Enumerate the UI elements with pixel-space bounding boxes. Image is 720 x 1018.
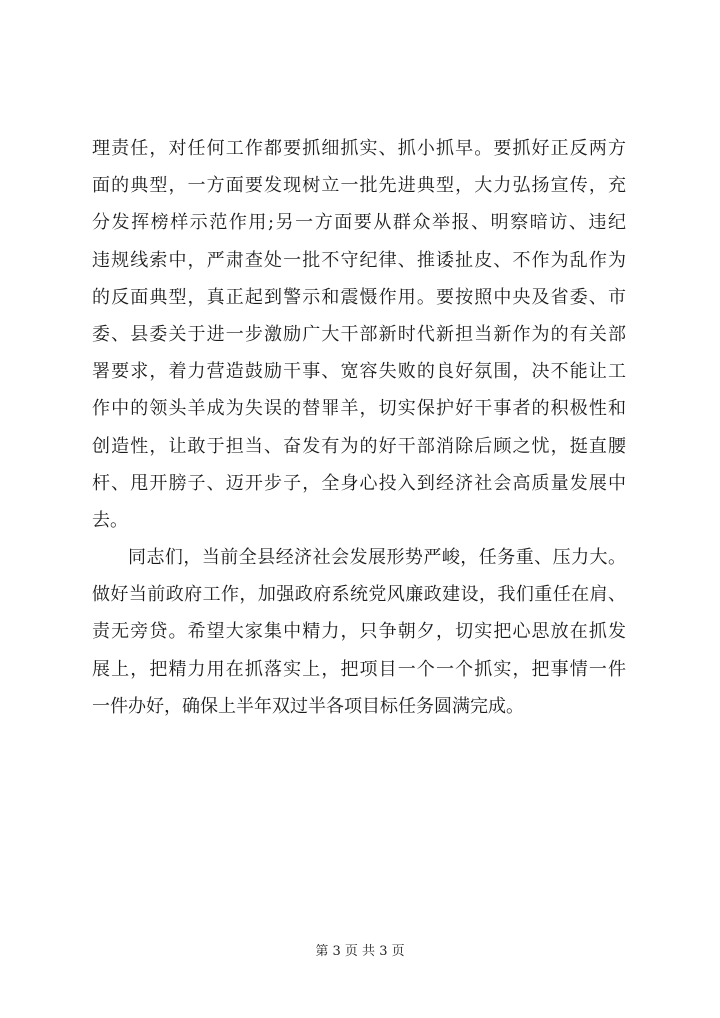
- page-number-label: 第 3 页 共 3 页: [315, 944, 405, 959]
- text-line: 杆、甩开膀子、迈开步子，全身心投入到经济社会高质量发展中: [92, 472, 626, 494]
- page-footer: [0, 940, 720, 959]
- text-line: 做好当前政府工作，加强政府系统党风廉政建设，我们重任在肩、: [92, 584, 626, 606]
- text-line: 面的典型，一方面要发现树立一批先进典型，大力弘扬宣传，充: [92, 175, 626, 197]
- paragraph-1: [92, 130, 626, 539]
- text-line: 同志们，当前全县经济社会发展形势严峻，任务重、压力大。: [128, 547, 626, 569]
- paragraph-2: [92, 539, 626, 725]
- text-line: 委、县委关于进一步激励广大干部新时代新担当新作为的有关部: [92, 323, 626, 345]
- text-line: 创造性，让敢于担当、奋发有为的好干部消除后顾之忧，挺直腰: [92, 435, 626, 457]
- text-line: 作中的领头羊成为失误的替罪羊，切实保护好干事者的积极性和: [92, 398, 626, 420]
- text-line: 署要求，着力营造鼓励干事、宽容失败的良好氛围，决不能让工: [92, 361, 626, 383]
- text-line: 去。: [92, 509, 128, 531]
- text-line: 违规线索中，严肃查处一批不守纪律、推诿扯皮、不作为乱作为: [92, 249, 626, 271]
- text-line: 理责任，对任何工作都要抓细抓实、抓小抓早。要抓好正反两方: [92, 138, 626, 159]
- text-line: 展上，把精力用在抓落实上，把项目一个一个抓实，把事情一件: [92, 658, 626, 680]
- text-line: 一件办好，确保上半年双过半各项目标任务圆满完成。: [92, 695, 524, 717]
- text-line: 的反面典型，真正起到警示和震慑作用。要按照中央及省委、市: [92, 286, 626, 308]
- text-line: 责无旁贷。希望大家集中精力，只争朝夕，切实把心思放在抓发: [92, 621, 626, 643]
- document-body: [92, 130, 626, 725]
- text-line: 分发挥榜样示范作用;另一方面要从群众举报、明察暗访、违纪: [92, 212, 626, 234]
